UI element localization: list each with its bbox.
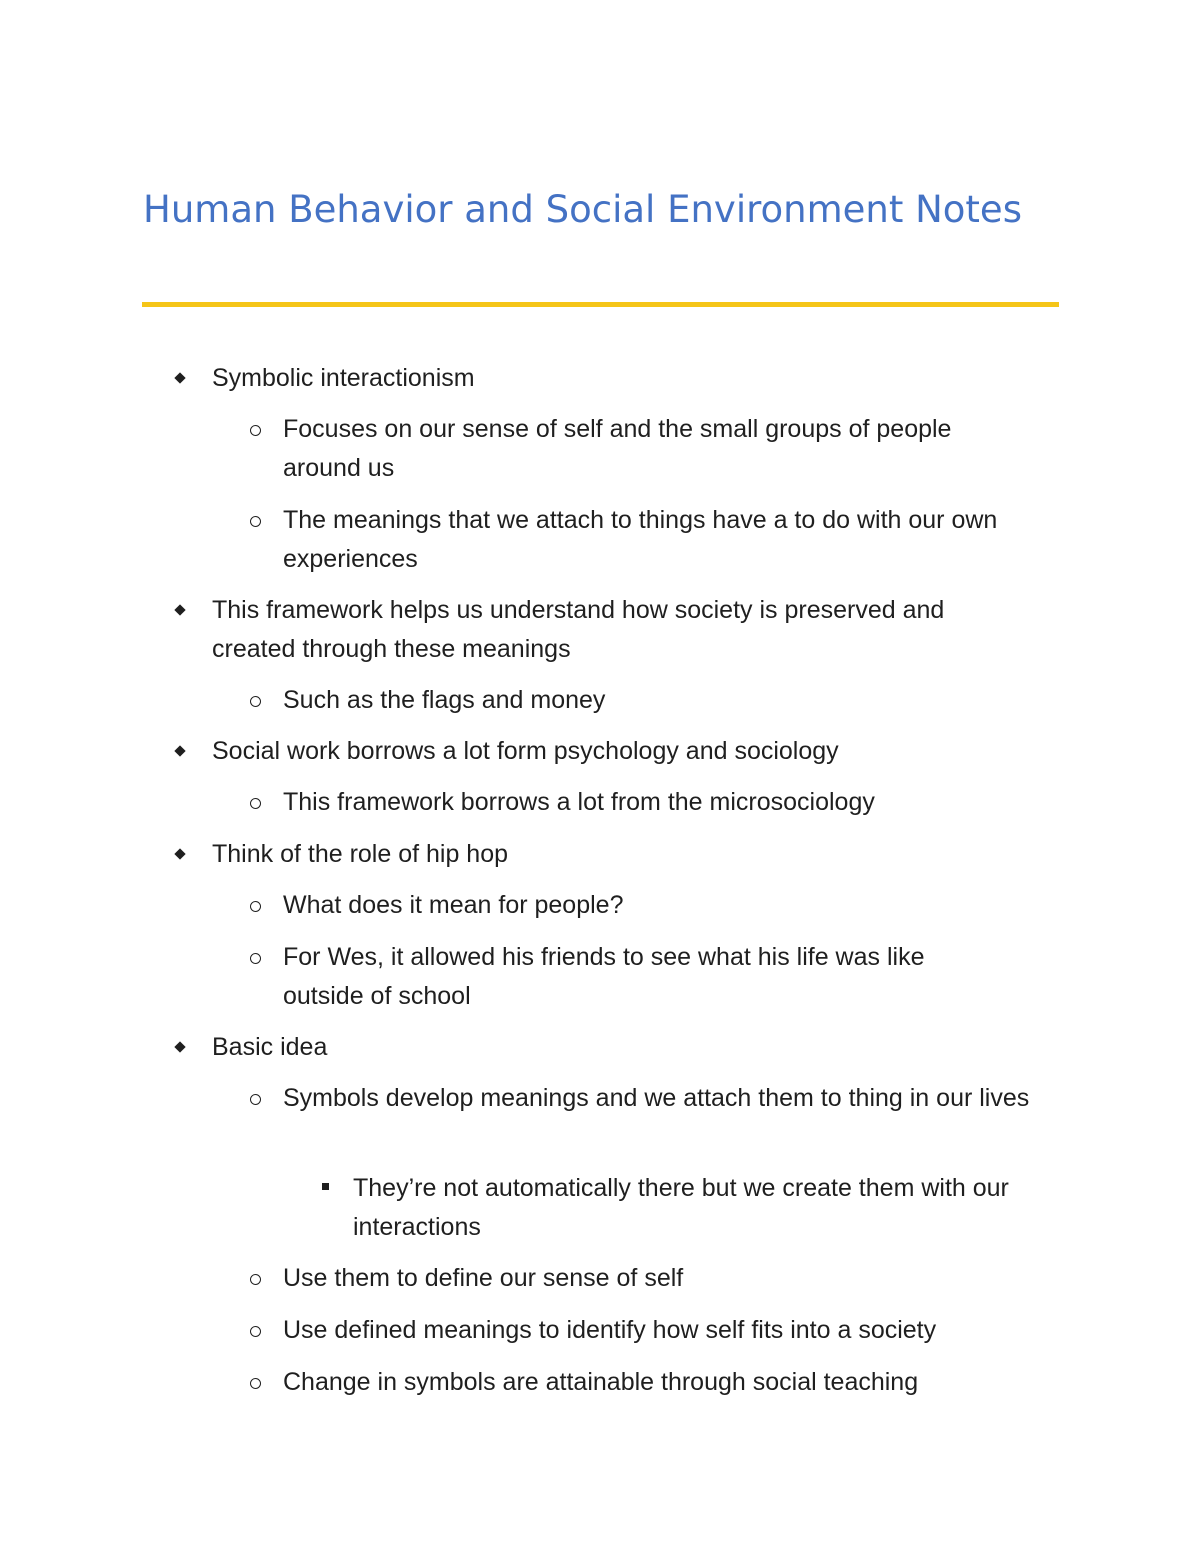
list-item-text: Focuses on our sense of self and the small groups of people around us <box>283 415 952 482</box>
list-item-text: Such as the flags and money <box>283 686 606 714</box>
list-item-text: Use defined meanings to identify how self fits into a society <box>283 1316 937 1344</box>
list-item-text: This framework helps us understand how society is preserved and created through these meanings <box>212 596 945 663</box>
list-item <box>212 359 1072 398</box>
list-item <box>283 410 1023 488</box>
square-bullet-icon <box>322 1183 329 1190</box>
circle-bullet-icon <box>250 798 261 809</box>
list-item-text: Basic idea <box>212 1033 328 1061</box>
circle-bullet-icon <box>250 1274 261 1285</box>
list-item <box>283 1363 1083 1402</box>
diamond-bullet-icon <box>174 848 185 859</box>
list-item-text: They’re not automatically there but we create them with our interactions <box>353 1174 1009 1241</box>
list-item-text: What does it mean for people? <box>283 891 624 919</box>
list-item <box>283 681 1083 720</box>
list-item-text: Use them to define our sense of self <box>283 1264 684 1292</box>
list-item-text: The meanings that we attach to things have a to do with our own experiences <box>283 506 998 573</box>
diamond-bullet-icon <box>174 372 185 383</box>
list-item <box>212 591 1012 669</box>
diamond-bullet-icon <box>174 745 185 756</box>
circle-bullet-icon <box>250 901 261 912</box>
list-item-text: Think of the role of hip hop <box>212 840 509 868</box>
list-item <box>283 783 1083 822</box>
list-item-text: Change in symbols are attainable through social teaching <box>283 1368 919 1396</box>
list-item <box>212 835 1072 874</box>
list-item-text: This framework borrows a lot from the microsociology <box>283 788 875 816</box>
diamond-bullet-icon <box>174 604 185 615</box>
circle-bullet-icon <box>250 953 261 964</box>
list-item-text: Social work borrows a lot form psychology and sociology <box>212 737 839 765</box>
circle-bullet-icon <box>250 1094 261 1105</box>
list-item <box>283 938 1003 1016</box>
list-item <box>283 1311 1083 1350</box>
list-item <box>283 1259 1083 1298</box>
list-item <box>283 501 1083 579</box>
circle-bullet-icon <box>250 425 261 436</box>
list-item <box>212 1028 1072 1067</box>
circle-bullet-icon <box>250 516 261 527</box>
circle-bullet-icon <box>250 1326 261 1337</box>
circle-bullet-icon <box>250 1378 261 1389</box>
list-item <box>283 1079 1053 1118</box>
list-item <box>353 1169 1053 1247</box>
list-item-text: For Wes, it allowed his friends to see what his life was like outside of school <box>283 943 925 1010</box>
list-item <box>212 732 1072 771</box>
diamond-bullet-icon <box>174 1041 185 1052</box>
title-underline-rule <box>142 302 1059 307</box>
list-item-text: Symbolic interactionism <box>212 364 475 392</box>
list-item-text: Symbols develop meanings and we attach them to thing in our lives <box>283 1084 1030 1112</box>
document-title: Human Behavior and Social Environment Notes <box>143 188 1022 231</box>
circle-bullet-icon <box>250 696 261 707</box>
list-item <box>283 886 1083 925</box>
